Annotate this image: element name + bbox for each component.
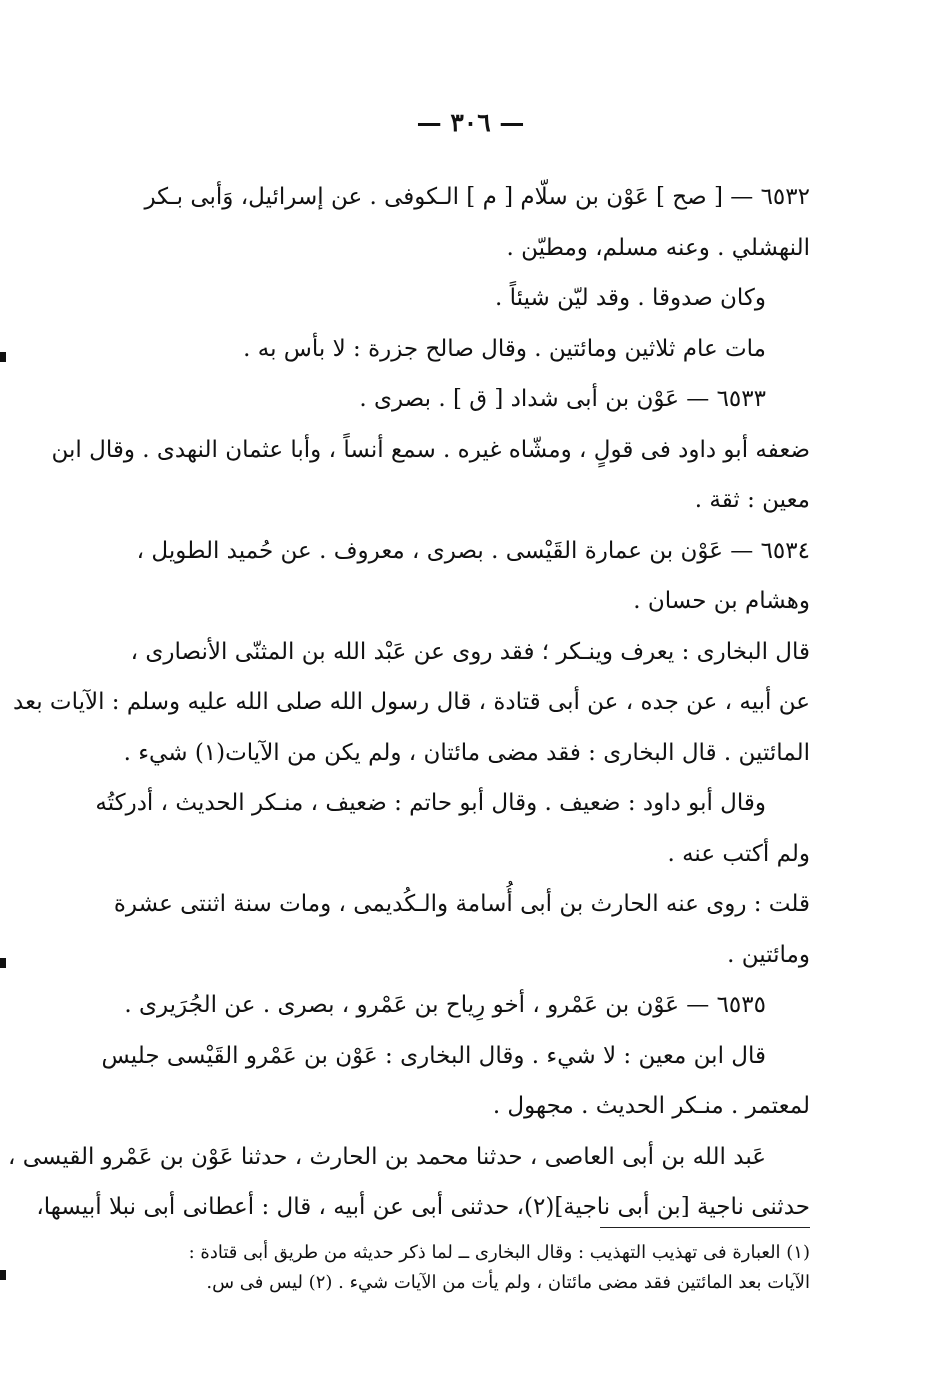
scan-edge-mark	[0, 352, 6, 362]
entry-6534-line-5: المائتين . قال البخارى : فقد مضى مائتان ، ولم يكن من الآيات(١) شيء .	[123, 739, 810, 766]
entry-6535-line-4: عَبد الله بن أبى العاصى ، حدثنا محمد بن الحارث ، حدثنا عَوْن بن عَمْرو القيسى ،	[7, 1143, 766, 1170]
footnote-line-1: (١) العبارة فى تهذيب التهذيب : وقال البخارى ــ لما ذكر حديثه من طريق أبى قتادة :	[188, 1242, 810, 1263]
scan-edge-mark	[0, 1270, 6, 1280]
entry-6532-line-3: وكان صدوقا . وقد ليّن شيئاً .	[495, 285, 766, 311]
entry-6534-line-7: ولم أكتب عنه .	[667, 840, 810, 867]
page-number: — ٣٠٦ —	[416, 108, 525, 137]
footnotes	[120, 1238, 810, 1298]
footnote-line-2: الآيات بعد المائتين فقد مضى مائتان ، ولم يأت من الآيات شيء . (٢) ليس فى س.	[206, 1272, 810, 1293]
footnote-separator	[600, 1227, 810, 1228]
entry-6534-line-2: وهشام بن حسان .	[633, 588, 810, 614]
entry-6534-line-9: ومائتين .	[727, 941, 810, 968]
scan-edge-mark	[0, 958, 6, 968]
entry-6532-line-4: مات عام ثلاثين ومائتين . وقال صالح جزرة : لا بأس به .	[243, 335, 766, 362]
entry-6533-line-1: ٦٥٣٣ — عَوْن بن أبى شداد [ ق ] . بصرى .	[359, 386, 766, 412]
entry-6535-line-5: حدثنى ناجية [بن أبى ناجية](٢)، حدثنى أبى عن أبيه ، قال : أعطانى أبى نبلا أبيسها،	[36, 1194, 810, 1220]
entry-6535-line-1: ٦٥٣٥ — عَوْن بن عَمْرو ، أخو رِياح بن عَمْرو ، بصرى . عن الجُرَيرى .	[124, 992, 766, 1018]
entry-6534-line-1: ٦٥٣٤ — عَوْن بن عمارة القَيْسى . بصرى ، معروف . عن حُميد الطويل ،	[136, 537, 810, 564]
entry-6532-line-1: ٦٥٣٢ — [ صح ] عَوْن بن سلّام [ م ] الـكوفى . عن إسرائيل، وَأبى بـكر	[144, 184, 810, 210]
entry-6535-line-3: لمعتمر . منـكر الحديث . مجهول .	[492, 1093, 810, 1119]
page-body	[7, 172, 810, 1233]
entry-6534-line-8: قلت : روى عنه الحارث بن أبى أُسامة والـكُديمى ، ومات سنة اثنتى عشرة	[113, 891, 810, 917]
entry-6532-line-2: النهشلي . وعنه مسلم، ومطيّن .	[506, 234, 810, 261]
entry-6534-line-3: قال البخارى : يعرف وينـكر ؛ فقد روى عن عَبْد الله بن المثنّى الأنصارى ،	[130, 638, 810, 665]
entry-6534-line-6: وقال أبو داود : ضعيف . وقال أبو حاتم : ضعيف ، منـكر الحديث ، أدركتُه	[95, 790, 766, 816]
entry-6535-line-2: قال ابن معين : لا شيء . وقال البخارى : عَوْن بن عَمْرو القَيْسى جليس	[101, 1042, 766, 1069]
entry-6533-line-2: ضعفه أبو داود فى قولٍ ، ومشّاه غيره . سمع أنساً ، وأبا عثمان النهدى . وقال ابن	[51, 436, 810, 463]
entry-6533-line-3: معين : ثقة .	[694, 487, 810, 513]
entry-6534-line-4: عن أبيه ، عن جده ، عن أبى قتادة ، قال رسول الله صلى الله عليه وسلم : الآيات بعد	[13, 689, 810, 715]
